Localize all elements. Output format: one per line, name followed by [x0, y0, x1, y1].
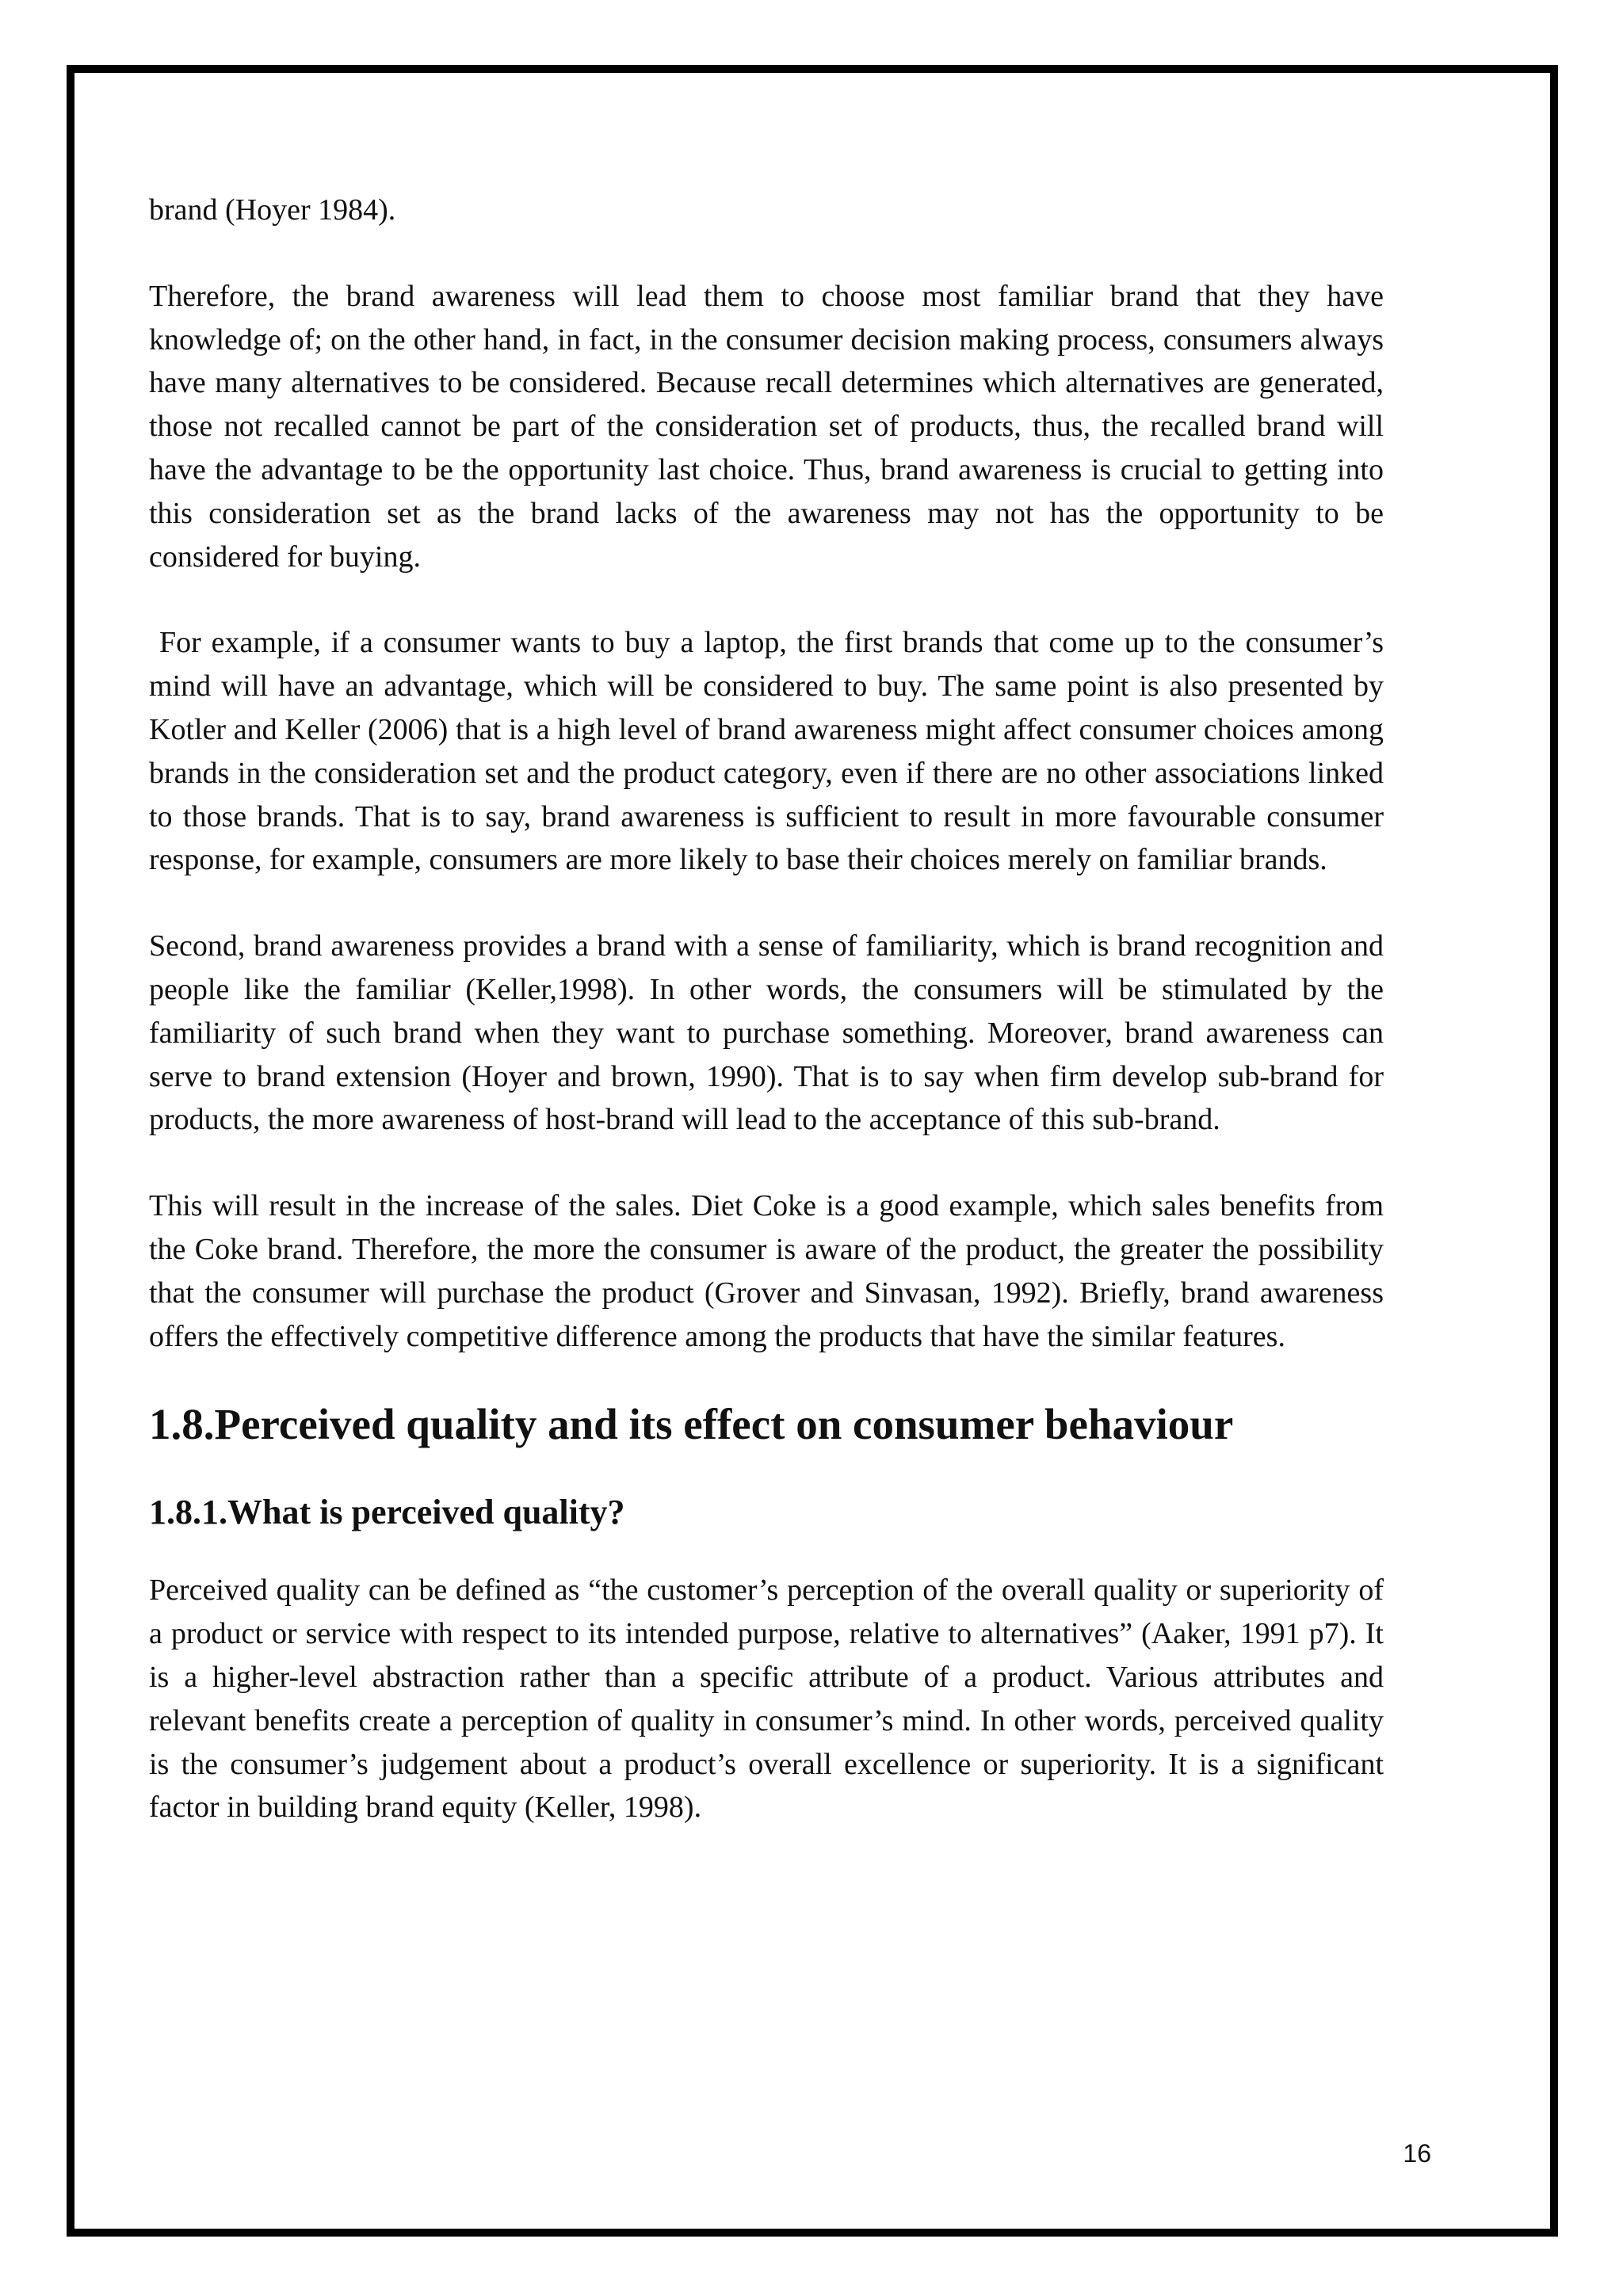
paragraph-laptop-example: For example, if a consumer wants to buy a laptop, the first brands that come up to the consumer’s mind will have an advantage, which will be considered to buy. The same point is also presented by Kotler and Keller (2006) that is a high level of brand awareness might affect consumer choices among brands in the consideration set and the product category, even if there are no other associations linked to those brands. That is to say, brand awareness is sufficient to result in more favourable consumer response, for example, consumers are more likely to base their choices merely on familiar brands. [149, 626, 1392, 877]
paragraph-familiarity: Second, brand awareness provides a brand with a sense of familiarity, which is brand recognition and people like the familiar (Keller,1998). In other words, the consumers will be stimulated by the familiarity of such brand when they want to purchase something. Moreover, brand awareness can serve to brand extension (Hoyer and brown, 1990). That is to say when firm develop sub-brand for products, the more awareness of host-brand will lead to the acceptance of this sub-brand. [149, 929, 1384, 1137]
section-heading: 1.8.Perceived quality and its effect on consumer behaviour [149, 1400, 1234, 1449]
paragraph-perceived-quality-definition: Perceived quality can be defined as “the customer’s perception of the overall quality or superiority of a product or service with respect to its intended purpose, relative to alternatives” (Aaker, 1991 p7). It is a higher-level abstraction rather than a specific attribute of a product. Various attributes and relevant benefits create a perception of quality in consumer’s mind. In other words, perceived quality is the consumer’s judgement about a product’s overall excellence or superiority. It is a significant factor in building brand equity (Keller, 1998). [149, 1573, 1384, 1825]
paragraph-sales-increase: This will result in the increase of the sales. Diet Coke is a good example, which sales benefits from the Coke brand. Therefore, the more the consumer is aware of the product, the greater the possibility that the consumer will purchase the product (Grover and Sinvasan, 1992). Briefly, brand awareness offers the effectively competitive difference among the products that have the similar features. [149, 1189, 1384, 1353]
paragraph-brand-awareness-choice: Therefore, the brand awareness will lead them to choose most familiar brand that they have knowledge of; on the other hand, in fact, in the consumer decision making process, consumers always have many alternatives to be considered. Because recall determines which alternatives are generated, those not recalled cannot be part of the consideration set of products, thus, the recalled brand will have the advantage to be the opportunity last choice. Thus, brand awareness is crucial to getting into this consideration set as the brand lacks of the awareness may not has the opportunity to be considered for buying. [149, 279, 1384, 574]
page-number: 16 [1403, 2139, 1431, 2168]
subsection-heading: 1.8.1.What is perceived quality? [149, 1493, 625, 1532]
document-body [149, 189, 1392, 1829]
paragraph-continuation: brand (Hoyer 1984). [149, 193, 396, 227]
